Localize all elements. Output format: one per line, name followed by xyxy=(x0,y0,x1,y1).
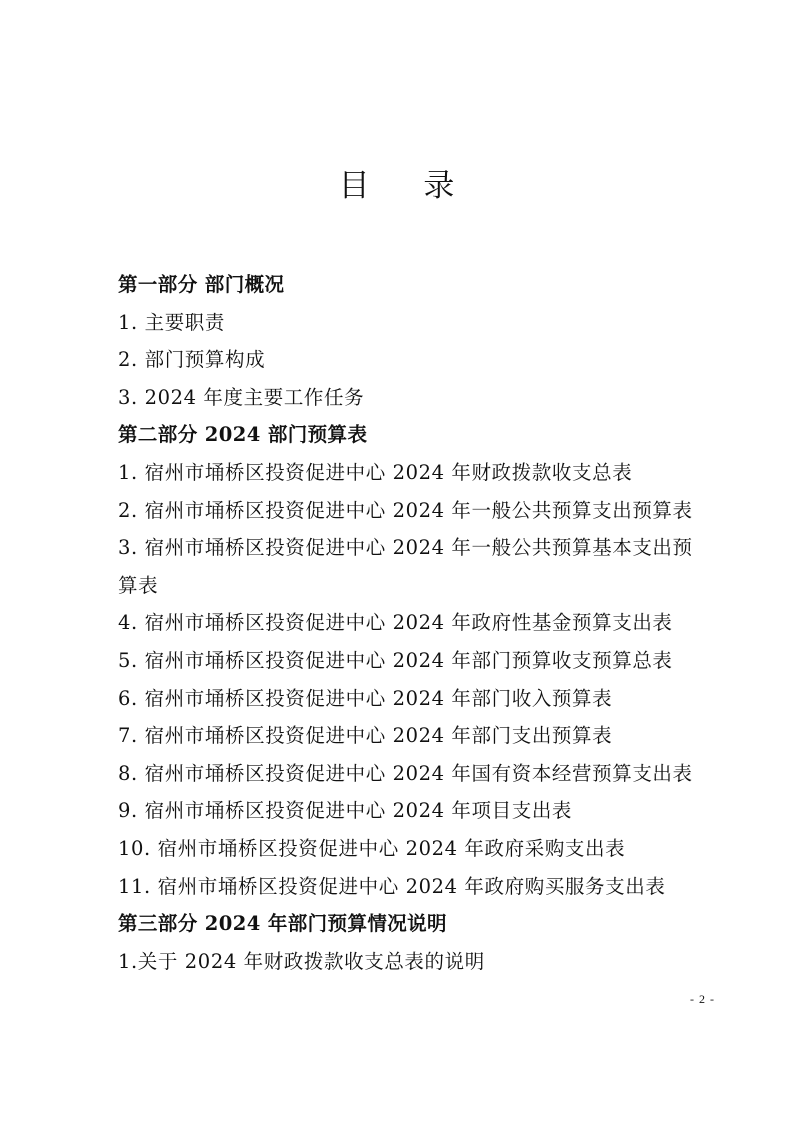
toc-item: 11. 宿州市埇桥区投资促进中心 2024 年政府购买服务支出表 xyxy=(118,874,666,898)
toc-item: 3. 2024 年度主要工作任务 xyxy=(118,385,365,409)
toc-item: 9. 宿州市埇桥区投资促进中心 2024 年项目支出表 xyxy=(118,799,573,823)
toc-item: 5. 宿州市埇桥区投资促进中心 2024 年部门预算收支预算总表 xyxy=(118,648,673,672)
toc-item: 7. 宿州市埇桥区投资促进中心 2024 年部门支出预算表 xyxy=(118,724,613,748)
toc-item-continuation: 算表 xyxy=(118,573,159,597)
toc-item: 1.关于 2024 年财政拨款收支总表的说明 xyxy=(118,949,485,973)
toc-heading-part-3: 第三部分 2024 年部门预算情况说明 xyxy=(118,912,447,936)
toc-item: 1. 主要职责 xyxy=(118,310,226,334)
toc-item: 4. 宿州市埇桥区投资促进中心 2024 年政府性基金预算支出表 xyxy=(118,611,673,635)
toc-heading-part-1: 第一部分 部门概况 xyxy=(118,273,285,296)
toc-item: 2. 部门预算构成 xyxy=(118,348,266,372)
page-title: 目 录 xyxy=(338,168,477,204)
toc-item: 1. 宿州市埇桥区投资促进中心 2024 年财政拨款收支总表 xyxy=(118,460,633,484)
page-number: - 2 - xyxy=(690,992,715,1006)
table-of-contents xyxy=(118,266,738,980)
toc-item: 10. 宿州市埇桥区投资促进中心 2024 年政府采购支出表 xyxy=(118,836,626,860)
toc-item: 3. 宿州市埇桥区投资促进中心 2024 年一般公共预算基本支出预 xyxy=(118,536,693,560)
toc-item: 6. 宿州市埇桥区投资促进中心 2024 年部门收入预算表 xyxy=(118,686,613,710)
toc-item: 2. 宿州市埇桥区投资促进中心 2024 年一般公共预算支出预算表 xyxy=(118,498,693,522)
toc-item: 8. 宿州市埇桥区投资促进中心 2024 年国有资本经营预算支出表 xyxy=(118,761,693,785)
toc-heading-part-2: 第二部分 2024 部门预算表 xyxy=(118,423,368,447)
